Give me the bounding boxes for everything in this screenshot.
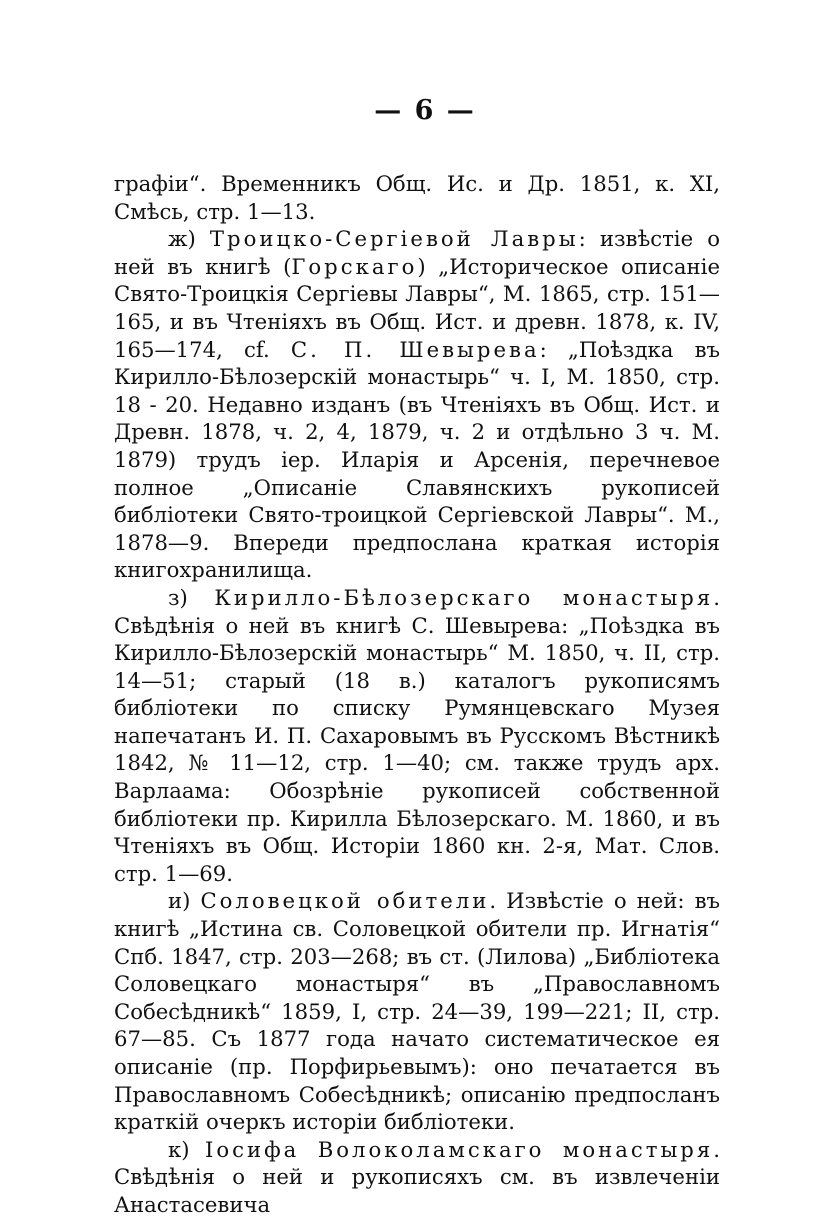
spaced-heading-text: Горскаго	[291, 253, 418, 279]
paragraph	[114, 584, 720, 888]
text-run: ) „Историческое описаніе Свято-Троицкія Сергіевы Лавры“, М. 1865, стр. 151—165, и въ Чтеніяхъ въ Общ. Ист. и древн. 1878, к. IV, 165—174, cf.	[114, 253, 720, 362]
text-run: з)	[168, 584, 215, 610]
page-number: — 6 —	[374, 95, 476, 126]
text-run: графіи“. Временникъ Общ. Ис. и Др. 1851, к. XI, Смѣсь, стр. 1—13.	[114, 171, 720, 224]
paragraph	[114, 1136, 720, 1219]
text-run: . Свѣдѣнія о ней въ книгѣ С. Шевырева: „Поѣздка въ Кирилло-Бѣлозерскій монастырь“ М. 1850, ч. II, стр. 14—51; старый (18 в.) каталогъ рукописямъ библіотеки по списку Румянцевскаго Музея напечатанъ И. П. Сахаровымъ въ Русскомъ Вѣстникѣ 1842, № 11—12, стр. 1—40; см. также трудъ арх. Варлаама: Обозрѣніе рукописей собственной библіотеки пр. Кирилла Бѣлозерскаго. М. 1860, и въ Чтеніяхъ въ Общ. Исторіи 1860 кн. 2-я, Мат. Слов. стр. 1—69.	[114, 584, 720, 886]
spaced-heading-text: Кирилло-Бѣлозерскаго монастыря	[214, 584, 714, 610]
spaced-heading-text: Троицко-Сергіевой Лавры	[209, 226, 579, 252]
paragraph	[114, 225, 720, 584]
paragraph	[114, 887, 720, 1135]
text-run: ж)	[168, 226, 210, 252]
text-run: . Свѣдѣнія о ней и рукописяхъ см. въ извлеченіи Анастасевича	[114, 1136, 720, 1217]
text-run: и)	[168, 888, 201, 914]
text-run: к)	[168, 1136, 205, 1162]
paragraph	[114, 170, 720, 225]
spaced-heading-text: Соловецкой обители	[200, 888, 490, 914]
spaced-heading-text: С. П. Шевырева	[290, 336, 540, 362]
text-run: : „Поѣздка въ Кирилло-Бѣлозерскій монастырь“ ч. I, М. 1850, стр. 18 - 20. Недавно изданъ (въ Чтеніяхъ въ Общ. Ист. и Древн. 1878, ч. 2, 4, 1879, ч. 2 и отдѣльно 3 ч. М. 1879) трудъ іер. Иларія и Арсенія, перечневое полное „Описаніе Славянскихъ рукописей библіотеки Свято-троицкой Сергіевской Лавры“. М., 1878—9. Впереди предпослана краткая исторія книгохранилища.	[114, 336, 720, 583]
text-run: . Извѣстіе о ней: въ книгѣ „Истина св. Соловецкой обители пр. Игнатія“ Спб. 1847, стр. 203—268; въ ст. (Лилова) „Библіотека Соловецкаго монастыря“ въ „Православномъ Собесѣдникѣ“ 1859, I, стр. 24—39, 199—221; II, стр. 67—85. Съ 1877 года начато систематическое ея описаніе (пр. Порфирьевымъ): оно печатается въ Православномъ Собесѣдникѣ; описанію предпосланъ краткій очеркъ исторіи библіотеки.	[114, 888, 720, 1135]
text-run: : извѣстіе о ней въ книгѣ (	[114, 226, 721, 279]
spaced-heading-text: Іосифа Волоколамскаго монастыря	[204, 1136, 714, 1162]
body-text	[114, 170, 720, 1219]
